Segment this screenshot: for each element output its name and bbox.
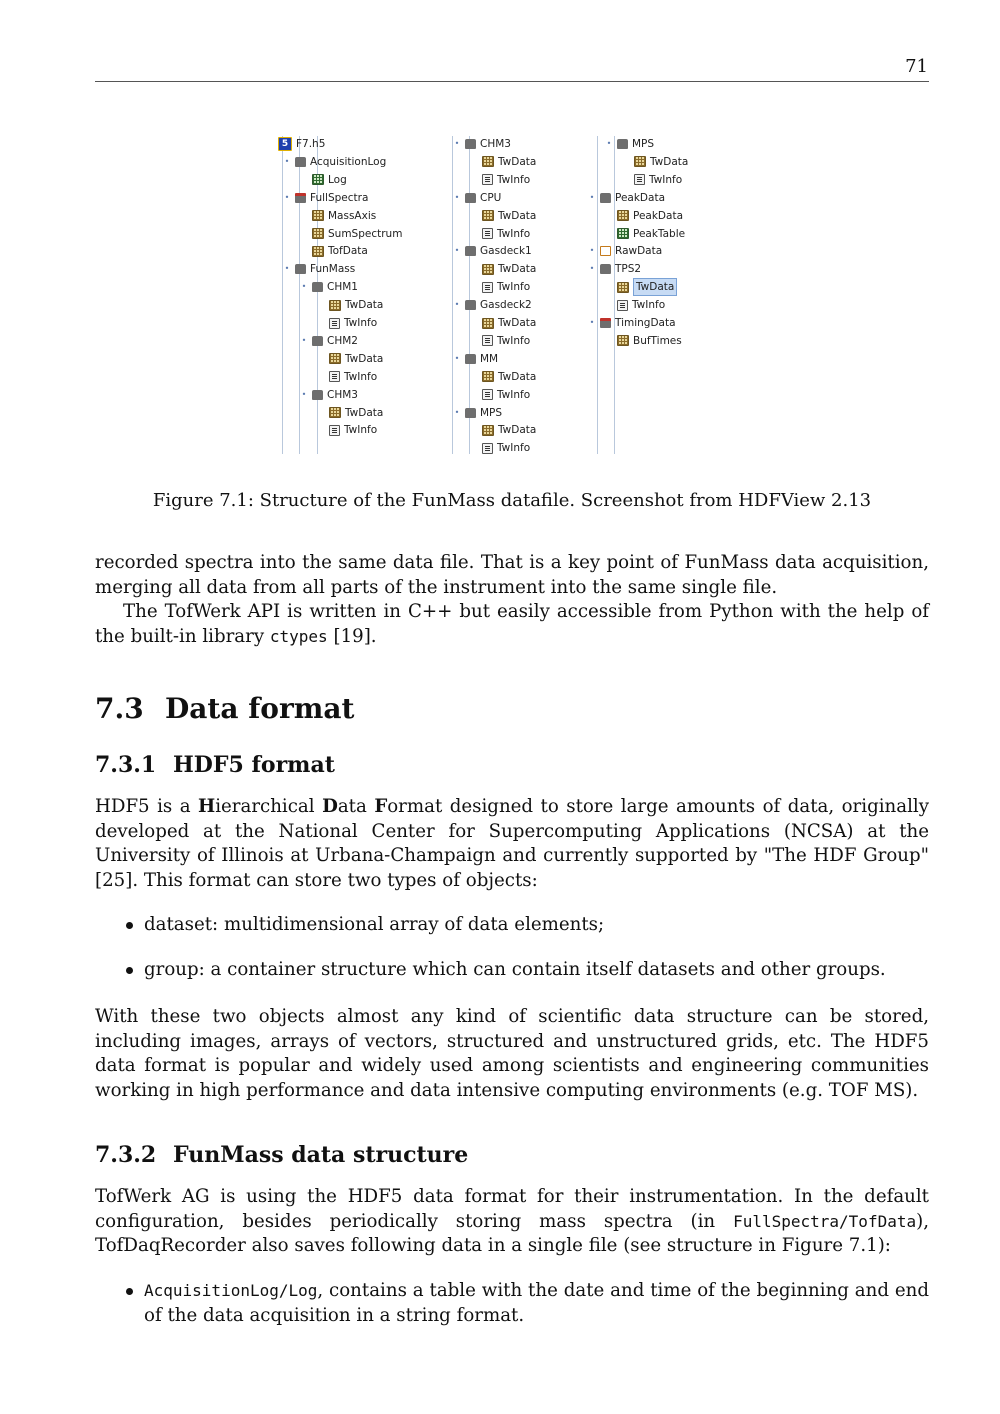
table-icon (482, 264, 494, 275)
tree-node-label: AcquisitionLog (310, 155, 387, 168)
expand-toggle-icon[interactable]: • (284, 156, 290, 166)
tree-node[interactable] (284, 190, 369, 206)
tree-node-label: RawData (615, 245, 663, 258)
tree-node-label: TwInfo (497, 281, 531, 294)
ctypes-code: ctypes (269, 626, 328, 646)
list-item: group: a container structure which can contain itself datasets and other groups. (95, 958, 929, 983)
tree-node[interactable] (482, 154, 536, 170)
expand-toggle-icon[interactable]: • (301, 389, 307, 399)
subsection-1-heading (95, 752, 335, 778)
table-icon (329, 353, 341, 364)
acquisitionlog-code: AcquisitionLog/Log (144, 1281, 318, 1300)
tree-node[interactable] (312, 226, 402, 242)
tree-node[interactable] (482, 387, 530, 403)
tree-node-label: TwData (498, 370, 537, 383)
table-icon (312, 228, 324, 239)
folder-red-icon (295, 193, 306, 203)
tree-node-label: FunMass (310, 263, 356, 276)
folder-icon (295, 264, 306, 274)
folder-open-icon (600, 246, 611, 256)
tree-node[interactable] (482, 422, 536, 438)
tree-node[interactable] (278, 136, 325, 152)
tree-node-label: FullSpectra (310, 191, 369, 204)
tree-node-label: TwInfo (497, 227, 531, 240)
hdf5-paragraph (95, 795, 929, 893)
tree-node[interactable] (284, 261, 356, 277)
header-rule (95, 81, 929, 82)
table-icon (312, 210, 324, 221)
intro-paragraph-1: recorded spectra into the same data file. That is a key point of FunMass data acquisition, merging all data from all parts of the instrument into the same single file. (95, 552, 929, 598)
table-icon (482, 425, 494, 436)
tree-node[interactable] (617, 279, 677, 295)
list-item (95, 1279, 929, 1328)
info-icon (482, 282, 493, 293)
info-icon (482, 174, 493, 185)
tree-node-label: TwInfo (632, 299, 666, 312)
tree-node-label: PeakData (615, 191, 666, 204)
expand-toggle-icon[interactable]: • (284, 192, 290, 202)
tree-node-label: TofData (328, 245, 368, 258)
tree-node[interactable] (329, 315, 377, 331)
tree-node[interactable] (482, 440, 530, 456)
subsection-2-heading (95, 1142, 468, 1168)
expand-toggle-icon[interactable]: • (589, 246, 595, 256)
tree-guide-line (614, 136, 615, 454)
tree-node[interactable] (589, 315, 676, 331)
table-icon (482, 371, 494, 382)
tree-node-label: TwInfo (344, 370, 378, 383)
info-icon (617, 300, 628, 311)
expand-toggle-icon[interactable]: • (606, 139, 612, 148)
tree-node-label: SumSpectrum (328, 227, 403, 240)
expand-toggle-icon[interactable]: • (454, 192, 460, 202)
expand-toggle-icon[interactable]: • (301, 335, 307, 345)
tree-node-label: CHM2 (327, 334, 358, 347)
table-green-icon (312, 174, 324, 185)
tree-node[interactable] (454, 136, 511, 152)
folder-icon (617, 139, 628, 149)
tree-node[interactable] (301, 279, 358, 295)
tree-node-label: CHM1 (327, 281, 358, 294)
tree-node[interactable] (301, 387, 358, 403)
section-number: 7.3 (95, 692, 144, 725)
word-data: ata (337, 796, 375, 817)
funmass-text-start: TofWerk AG is using the HDF5 data format for their instrumentation. In the default configuration, besides periodically storing mass spectra (in (95, 1186, 929, 1232)
tree-node-label: BufTimes (633, 334, 682, 347)
expand-toggle-icon[interactable]: • (589, 192, 595, 202)
folder-icon (312, 336, 323, 346)
table-icon (312, 246, 324, 257)
tree-node-label: TwData (498, 263, 537, 276)
tree-node[interactable] (482, 315, 536, 331)
table-icon (634, 156, 646, 167)
expand-toggle-icon[interactable]: • (589, 264, 595, 274)
folder-icon (465, 193, 476, 203)
tree-node-label: MassAxis (328, 209, 377, 222)
section-title: Data format (165, 692, 355, 725)
hdfview-tree-figure (272, 130, 732, 460)
info-icon (482, 443, 493, 454)
hdf5-description (95, 795, 929, 893)
tree-node-label: TwData (345, 352, 384, 365)
tree-node-label: PeakData (633, 209, 684, 222)
tree-node-label: TwData (345, 299, 384, 312)
folder-icon (600, 193, 611, 203)
tree-node[interactable] (589, 190, 666, 206)
tree-node-label: TimingData (615, 317, 676, 329)
info-icon (329, 371, 340, 382)
acronym-d: D (322, 796, 338, 817)
subsection-2-number: 7.3.2 (95, 1142, 157, 1168)
info-icon (482, 335, 493, 346)
tree-guide-line (452, 136, 453, 454)
folder-icon (312, 390, 323, 400)
tree-node[interactable] (482, 261, 536, 277)
tree-node[interactable] (482, 208, 536, 224)
tree-node-label: CHM3 (480, 138, 511, 150)
tree-node[interactable] (617, 297, 665, 313)
tree-node-label: TwData (345, 406, 384, 419)
folder-icon (600, 264, 611, 274)
intro-paragraph-2 (95, 600, 929, 649)
tree-node-label: TwData (633, 278, 677, 296)
info-icon (329, 318, 340, 329)
info-icon (482, 228, 493, 239)
tree-node-label: TwInfo (497, 173, 531, 186)
tree-node[interactable] (284, 154, 387, 170)
tree-node-label: Gasdeck1 (480, 245, 532, 258)
tree-node[interactable] (454, 405, 503, 421)
info-icon (634, 174, 645, 185)
tree-guide-line (299, 136, 300, 454)
tree-node[interactable] (312, 172, 347, 188)
tree-guide-line (282, 136, 283, 454)
intro-text (95, 551, 929, 649)
hdf5-paragraph-2 (95, 1005, 929, 1103)
table-icon (329, 300, 341, 311)
subsection-2-title: FunMass data structure (173, 1142, 469, 1168)
tree-node-label: TwData (498, 155, 537, 168)
tree-column-3 (589, 130, 744, 460)
tree-node-label: MPS (632, 138, 655, 150)
tree-guide-line (597, 136, 598, 454)
tree-node-label: TwInfo (497, 334, 531, 347)
expand-toggle-icon[interactable]: • (301, 282, 307, 292)
tree-node-label: MPS (480, 406, 503, 419)
subsection-1-number: 7.3.1 (95, 752, 157, 778)
tree-node-label: TwInfo (497, 388, 531, 401)
tree-node[interactable] (312, 243, 368, 259)
intro-paragraph-2-ref: [19]. (327, 625, 377, 647)
tree-node[interactable] (589, 243, 663, 259)
tree-node[interactable] (617, 226, 685, 242)
tree-column-2 (442, 130, 592, 460)
tree-node[interactable] (617, 208, 683, 224)
tree-node[interactable] (454, 351, 499, 367)
tree-node[interactable] (589, 261, 642, 277)
tree-node[interactable] (301, 333, 358, 349)
expand-toggle-icon[interactable]: • (454, 246, 460, 256)
hdf5-usage-text: With these two objects almost any kind of scientific data structure can be stored, including images, arrays of vectors, structured and unstructured grids, etc. The HDF5 data format is popular and widely used among scientists and engineering communities working in high performance and data intensive computing environments (e.g. TOF MS). (95, 1006, 929, 1101)
folder-red-icon (600, 318, 611, 328)
hdf5-text-start: HDF5 is a (95, 796, 199, 817)
tree-node-label: MM (480, 352, 499, 365)
tree-node[interactable] (482, 226, 530, 242)
table-icon (329, 407, 341, 418)
folder-icon (465, 246, 476, 256)
tree-node[interactable] (482, 172, 530, 188)
expand-toggle-icon[interactable]: • (454, 139, 460, 148)
funmass-text-end: ), TofDaqRecorder also saves following data in a single file (see structure in Figure 7.1): (95, 1210, 929, 1256)
folder-icon (295, 157, 306, 167)
folder-icon (465, 408, 476, 418)
info-icon (482, 389, 493, 400)
tree-node-label: CPU (480, 191, 502, 204)
tree-node-label: TwData (498, 209, 537, 222)
funmass-structure-paragraph (95, 1185, 929, 1259)
tree-node-label: TwInfo (344, 317, 378, 329)
tree-node[interactable] (617, 333, 682, 349)
tree-node-label: TwInfo (344, 424, 378, 437)
expand-toggle-icon[interactable]: • (589, 318, 595, 327)
table-icon (617, 282, 629, 293)
expand-toggle-icon[interactable]: • (284, 264, 290, 274)
table-icon (617, 335, 629, 346)
tree-node[interactable] (329, 297, 383, 313)
tree-node[interactable] (606, 136, 655, 152)
tree-node-label: Gasdeck2 (480, 299, 532, 312)
tree-node[interactable] (454, 190, 502, 206)
acronym-f: F (374, 796, 388, 817)
tree-node[interactable] (482, 333, 530, 349)
word-hierarchical: ierarchical (215, 796, 323, 817)
folder-icon (312, 282, 323, 292)
tree-node[interactable] (329, 369, 377, 385)
tree-node[interactable] (454, 243, 532, 259)
table-green-icon (617, 228, 629, 239)
tree-node[interactable] (329, 351, 383, 367)
tree-node-label: F7.h5 (296, 138, 326, 150)
info-icon (329, 425, 340, 436)
acronym-h: H (198, 796, 216, 817)
tree-node-label: CHM3 (327, 388, 358, 401)
tree-node-label: TwData (498, 424, 537, 437)
tree-node[interactable] (329, 405, 383, 421)
tree-node-label: Log (328, 173, 347, 186)
fullspectra-code: FullSpectra/TofData (733, 1211, 917, 1231)
table-icon (617, 210, 629, 221)
tree-node-label: TwInfo (497, 442, 531, 455)
section-heading (95, 692, 354, 725)
tree-node-label: TwInfo (649, 173, 683, 186)
tree-node-label: PeakTable (633, 227, 686, 240)
intro-paragraph-2-text: The TofWerk API is written in C++ but easily accessible from Python with the help of the built-in library (95, 601, 929, 647)
table-icon (482, 210, 494, 221)
object-types-list (95, 913, 929, 982)
tree-node[interactable] (482, 279, 530, 295)
tree-node-label: TwData (650, 155, 689, 168)
folder-icon (465, 139, 476, 149)
saved-data-list (95, 1279, 929, 1328)
folder-icon (465, 300, 476, 310)
tree-column-1 (272, 130, 422, 460)
tree-node[interactable] (482, 369, 536, 385)
page-number: 71 (905, 56, 928, 77)
table-icon (482, 156, 494, 167)
funmass-structure-text (95, 1185, 929, 1259)
expand-toggle-icon[interactable]: • (454, 300, 460, 310)
figure-caption: Figure 7.1: Structure of the FunMass datafile. Screenshot from HDFView 2.13 (152, 490, 872, 511)
tree-node[interactable] (329, 422, 377, 438)
tree-node[interactable] (312, 208, 376, 224)
tree-node[interactable] (454, 297, 532, 313)
hdf5-text-rest: ormat designed to store large amounts of data, originally developed at the National Center for Supercomputing Applications (NCSA) at the University of Illinois at Urbana-Champaign and currently supported by "The HDF Group" [25]. This format can store two types of objects: (95, 796, 929, 891)
subsection-1-title: HDF5 format (173, 752, 335, 778)
tree-node[interactable] (634, 154, 688, 170)
list-item: dataset: multidimensional array of data elements; (95, 913, 929, 938)
table-icon (482, 318, 494, 329)
expand-toggle-icon[interactable]: • (454, 353, 460, 363)
tree-node-label: TwData (498, 317, 537, 329)
tree-node-label: TPS2 (615, 263, 642, 276)
expand-toggle-icon[interactable]: • (454, 407, 460, 417)
h5-file-icon: 5 (278, 137, 292, 151)
acquisitionlog-description: , contains a table with the date and time of the beginning and end of the data acquisition in a string format. (144, 1280, 929, 1326)
tree-node[interactable] (634, 172, 682, 188)
folder-icon (465, 354, 476, 364)
